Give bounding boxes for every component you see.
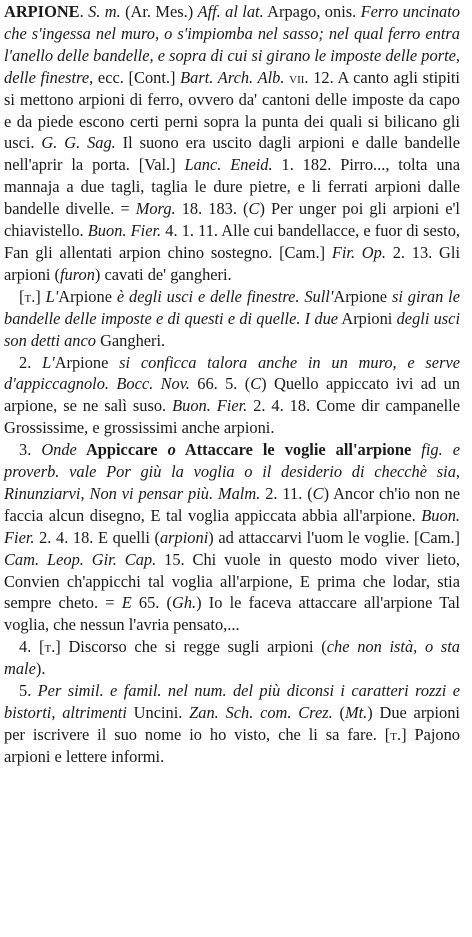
entry-sense-paragraph bbox=[4, 680, 460, 768]
entry-sense-paragraph bbox=[4, 352, 460, 440]
text-run: Fir. Op. bbox=[331, 242, 386, 262]
text-run: Arpioni bbox=[338, 308, 397, 328]
text-run: Non vi pensar più. Malm. bbox=[89, 483, 261, 503]
text-run: 2. bbox=[19, 352, 43, 372]
text-run: Uncini. bbox=[126, 703, 190, 722]
text-run: Ferro uncinato che s'ingessa nel muro, o s'impiomba nel sasso; nel qual ferro entra l'anello delle bandelle, e sopra di cui si girano le imposte delle porte, delle finestre, bbox=[4, 2, 460, 87]
text-run: 1. 182. Pirro..., tolta una mannaja a due tagli, taglia le dure pietre, e li ferrati arpioni dalle bandelle divelle. = bbox=[4, 155, 460, 219]
text-run: Buon. Fier. bbox=[4, 505, 460, 547]
text-run: o bbox=[167, 440, 176, 460]
text-run: 65. ( bbox=[131, 593, 172, 613]
text-run: Zan. Sch. com. Crez. bbox=[189, 703, 333, 722]
text-run: furon bbox=[59, 264, 95, 284]
text-run: Bart. Arch. Alb. bbox=[180, 67, 285, 87]
text-run: C bbox=[312, 483, 324, 503]
text-run: ) Due arpioni per iscrivere il suo nome io ho visto, che li sa fare. [ bbox=[4, 703, 460, 744]
text-run: L' bbox=[42, 352, 55, 372]
text-run: 2. 4. 18. E quelli ( bbox=[34, 527, 160, 547]
text-run: E bbox=[121, 593, 132, 613]
text-run: Arpago, onis. bbox=[263, 2, 361, 21]
text-run: G. G. Sag. bbox=[41, 133, 116, 153]
text-run: .] Discorso che si regge sugli arpioni ( bbox=[51, 637, 327, 657]
text-run: Buon. Fier. bbox=[172, 396, 248, 416]
text-run: 2. 4. 18. Come dir campanelle Grossissime, e grossissimi anche arpioni. bbox=[4, 396, 460, 438]
text-run: Attaccare le voglie all'arpione bbox=[175, 440, 422, 460]
text-run: 4. [ bbox=[19, 637, 45, 657]
text-run: Il suono era uscito dagli arpioni e dalle bandelle nell'aprir la porta. [Val.] bbox=[4, 133, 461, 175]
text-run: [ bbox=[19, 286, 25, 306]
text-run: Lanc. Eneid. bbox=[184, 155, 273, 175]
text-run: ecc. [Cont.] bbox=[93, 67, 181, 87]
headword: ARPIONE bbox=[4, 2, 80, 21]
entry-sense-paragraph bbox=[4, 439, 460, 636]
text-run: ). bbox=[35, 659, 46, 679]
text-run: Gh. bbox=[172, 593, 197, 613]
text-run: Arpione bbox=[333, 286, 392, 306]
text-run: ) cavati de' gangheri. bbox=[94, 264, 232, 284]
entry-definition-paragraph bbox=[4, 1, 460, 286]
text-run: Gangheri. bbox=[95, 330, 166, 350]
text-run: Cam. Leop. Gir. Cap. bbox=[4, 549, 157, 569]
text-run: , bbox=[80, 483, 90, 503]
text-run: si conficca talora anche in un muro, e serve d'appiccagnolo. Bocc. Nov. bbox=[4, 352, 461, 394]
text-run: arpioni bbox=[159, 527, 209, 547]
text-run: (Ar. Mes.) bbox=[120, 2, 198, 21]
text-run: ( bbox=[332, 703, 345, 722]
text-run: t bbox=[44, 637, 52, 657]
text-run: ) Per unger poi gli arpioni e'l chiavistello. bbox=[4, 199, 460, 241]
text-run: 2. 11. ( bbox=[260, 483, 313, 503]
text-run: Arpione bbox=[58, 286, 117, 306]
text-run: L' bbox=[45, 286, 59, 306]
text-run: che non istà, o sta male bbox=[4, 637, 460, 679]
text-run: t bbox=[24, 286, 32, 306]
text-run: Buon. Fier. bbox=[87, 221, 162, 241]
text-run: vii bbox=[289, 67, 305, 87]
text-run: 2. 13. Gli arpioni ( bbox=[4, 242, 460, 284]
text-run: 15. Chi vuole in questo modo viver lieto, Convien ch'appicchi tal voglia all'arpione, E prima che lodar, stia sempre cheto. = bbox=[4, 549, 460, 613]
text-run: è degli usci e delle finestre. Sull' bbox=[116, 286, 334, 306]
text-run: , bbox=[455, 462, 460, 482]
text-run: ) ad attaccarvi l'uom le voglie. [Cam.] bbox=[208, 527, 460, 547]
text-run: si giran le bandelle delle imposte e di questi e di quelle. I due bbox=[4, 286, 461, 328]
text-run: t bbox=[390, 724, 397, 744]
text-run: . 12. A canto agli stipiti si mettono arpioni di ferro, ovvero da' cantoni delle imposte da capo e da piede escono certi perni sopra la punta dei quali si bilicano gli usci. bbox=[4, 67, 460, 153]
text-run: C bbox=[250, 374, 262, 394]
text-run: ) Io le faceva attaccare all'arpione Tal voglia, che nessun l'avria pensato,... bbox=[4, 593, 460, 635]
text-run: Arpione bbox=[54, 352, 120, 372]
text-run: .] Pajono arpioni e lettere informi. bbox=[4, 724, 461, 766]
text-run: 3. bbox=[19, 440, 42, 460]
text-run: Appiccare bbox=[76, 440, 168, 460]
text-run: C bbox=[248, 199, 260, 219]
text-run: . bbox=[79, 2, 89, 21]
text-run: ) Ancor ch'io non ne faccia alcun disegno, E tal voglia appiccata abbia all'arpione. bbox=[4, 483, 460, 525]
text-run: 4. 1. 11. Alle cui bandellacce, e fuor di sesto, Fan gli allentati arpion chino sostegno. [Cam.] bbox=[4, 221, 460, 262]
text-run: Morg. bbox=[135, 199, 176, 219]
text-run: 66. 5. ( bbox=[189, 374, 251, 394]
text-run: Mt. bbox=[344, 703, 368, 722]
text-run: 18. 183. ( bbox=[175, 199, 249, 219]
entry-sense-paragraph bbox=[4, 636, 460, 680]
text-run: ) Quello appiccato ivi ad un arpione, se ne salì suso. bbox=[4, 374, 460, 416]
text-run: .] bbox=[31, 286, 46, 306]
text-run: Per simil. e famil. nel num. del più diconsi i caratteri rozzi e bistorti, altrimenti bbox=[4, 681, 460, 722]
text-run: fig. e proverb. vale Por giù la voglia o il desiderio di checchè sia bbox=[4, 440, 460, 482]
text-run: 5. bbox=[19, 681, 38, 701]
text-run: Onde bbox=[41, 440, 77, 460]
text-run: degli usci son detti anco bbox=[4, 308, 460, 350]
text-run: Aff. al lat. bbox=[197, 2, 264, 21]
text-run: Rinunziarvi bbox=[4, 483, 81, 503]
entry-sense-paragraph bbox=[4, 286, 460, 352]
text-run: S. m. bbox=[88, 2, 121, 21]
